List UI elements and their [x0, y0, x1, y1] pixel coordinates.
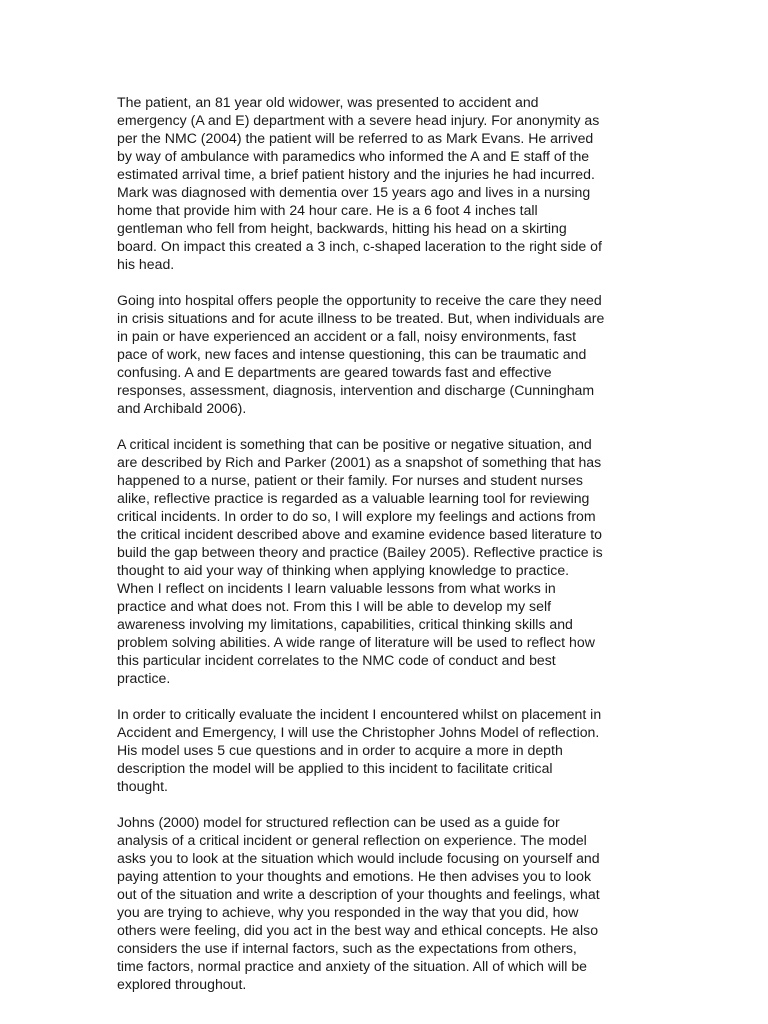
text-line: in pain or have experienced an accident or a fall, noisy environments, fast: [117, 328, 577, 344]
text-line: practice and what does not. From this I will be able to develop my self: [117, 598, 551, 614]
text-line: pace of work, new faces and intense questioning, this can be traumatic and: [117, 346, 587, 362]
text-line: out of the situation and write a description of your thoughts and feelings, what: [117, 886, 600, 902]
text-line: thought.: [117, 778, 168, 794]
text-line: board. On impact this created a 3 inch, c-shaped laceration to the right side of: [117, 238, 602, 254]
text-line: awareness involving my limitations, capabilities, critical thinking skills and: [117, 616, 573, 632]
text-line: are described by Rich and Parker (2001) as a snapshot of something that has: [117, 454, 602, 470]
text-line: the critical incident described above and examine evidence based literature to: [117, 526, 602, 542]
text-line: Mark was diagnosed with dementia over 15 years ago and lives in a nursing: [117, 184, 591, 200]
paragraph-johns-model-detail: [117, 813, 657, 993]
paragraph-critical-incident: [117, 435, 657, 687]
text-line: this particular incident correlates to the NMC code of conduct and best: [117, 652, 556, 668]
text-line: responses, assessment, diagnosis, intervention and discharge (Cunningham: [117, 382, 595, 398]
text-line: his head.: [117, 256, 175, 272]
text-line: emergency (A and E) department with a severe head injury. For anonymity as: [117, 112, 600, 128]
text-line: alike, reflective practice is regarded as a valuable learning tool for reviewing: [117, 490, 590, 506]
paragraph-patient-presentation: [117, 93, 657, 273]
text-line: time factors, normal practice and anxiety of the situation. All of which will be: [117, 958, 588, 974]
text-line: by way of ambulance with paramedics who informed the A and E staff of the: [117, 148, 590, 164]
text-line: description the model will be applied to this incident to facilitate critical: [117, 760, 553, 776]
text-line: When I reflect on incidents I learn valuable lessons from what works in: [117, 580, 556, 596]
text-line: explored throughout.: [117, 976, 247, 992]
text-line: home that provide him with 24 hour care. He is a 6 foot 4 inches tall: [117, 202, 538, 218]
text-line: confusing. A and E departments are geared towards fast and effective: [117, 364, 552, 380]
text-line: happened to a nurse, patient or their family. For nurses and student nurses: [117, 472, 583, 488]
text-line: and Archibald 2006).: [117, 400, 247, 416]
text-line: you are trying to achieve, why you responded in the way that you did, how: [117, 904, 579, 920]
text-line: build the gap between theory and practice (Bailey 2005). Reflective practice is: [117, 544, 603, 560]
text-line: paying attention to your thoughts and emotions. He then advises you to look: [117, 868, 592, 884]
text-line: Accident and Emergency, I will use the Christopher Johns Model of reflection.: [117, 724, 600, 740]
text-line: gentleman who fell from height, backwards, hitting his head on a skirting: [117, 220, 567, 236]
text-line: asks you to look at the situation which would include focusing on yourself and: [117, 850, 600, 866]
paragraph-johns-model-intro: [117, 705, 657, 795]
text-line: practice.: [117, 670, 171, 686]
text-line: His model uses 5 cue questions and in order to acquire a more in depth: [117, 742, 563, 758]
text-line: critical incidents. In order to do so, I will explore my feelings and actions from: [117, 508, 596, 524]
text-line: A critical incident is something that can be positive or negative situation, and: [117, 436, 592, 452]
text-line: estimated arrival time, a brief patient history and the injuries he had incurred.: [117, 166, 595, 182]
text-line: In order to critically evaluate the incident I encountered whilst on placement in: [117, 706, 602, 722]
text-line: problem solving abilities. A wide range of literature will be used to reflect how: [117, 634, 595, 650]
paragraph-hospital-context: [117, 291, 657, 417]
text-line: Going into hospital offers people the opportunity to receive the care they need: [117, 292, 602, 308]
text-line: others were feeling, did you act in the best way and ethical concepts. He also: [117, 922, 599, 938]
document-body: [117, 93, 657, 1011]
text-line: in crisis situations and for acute illness to be treated. But, when individuals are: [117, 310, 605, 326]
text-line: analysis of a critical incident or general reflection on experience. The model: [117, 832, 587, 848]
text-line: considers the use if internal factors, such as the expectations from others,: [117, 940, 577, 956]
text-line: The patient, an 81 year old widower, was presented to accident and: [117, 94, 539, 110]
text-line: thought to aid your way of thinking when applying knowledge to practice.: [117, 562, 570, 578]
text-line: per the NMC (2004) the patient will be referred to as Mark Evans. He arrived: [117, 130, 594, 146]
text-line: Johns (2000) model for structured reflection can be used as a guide for: [117, 814, 560, 830]
